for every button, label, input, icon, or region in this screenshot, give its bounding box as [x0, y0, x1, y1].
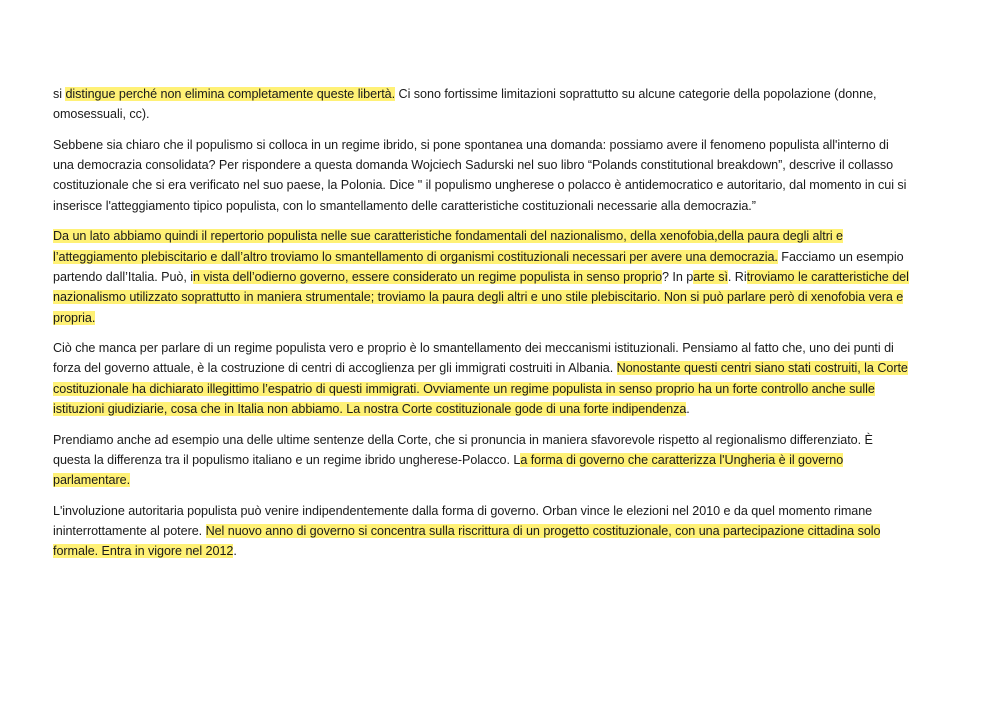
text-segment: si	[53, 87, 66, 101]
text-segment: Sebbene sia chiaro che il populismo si colloca in un regime ibrido, si pone spontanea una domanda: possiamo avere il fenomeno populista all'interno di una democrazia consolidata? Per rispondere a questa domanda Wojciech Sadurski nel suo libro “Polands constitutional breakdown”, descrive il collasso costituzionale che si era verificato nel suo paese, la Polonia. Dice " il populismo ungherese o polacco è antidemocratico e autoritario, dal momento in cui si inserisce l'atteggiamento tipico populista, con lo smantellamento delle caratteristiche costituzionali necessarie alla democrazia.”	[53, 137, 907, 213]
paragraph-3	[53, 226, 913, 327]
text-segment: . Ri	[727, 269, 747, 284]
text-segment: L'involuzione autoritaria populista può venire indipendentemente dalla forma di governo. Orban vince le elezioni nel 2010 e da quel momento rimane ininterrottamente al potere.	[53, 503, 873, 539]
highlighted-text: Nel nuovo anno di governo si concentra sulla riscrittura di un progetto costituzionale, con una partecipazione cittadina solo formale. Entra in vigore nel 2012	[53, 524, 881, 559]
highlighted-text: troviamo le caratteristiche del nazionalismo utilizzato soprattutto in maniera strumentale; troviamo la paura degli altri e uno stile plebiscitario. Non si può parlare però di xenofobia vera e propria.	[53, 269, 909, 325]
highlighted-text: n vista dell’odierno governo, essere considerato un regime populista in senso proprio	[193, 269, 663, 284]
document-page	[53, 84, 913, 572]
highlighted-text: a forma di governo che caratterizza l'Ungheria è il governo parlamentare.	[53, 452, 844, 488]
text-segment: Facciamo un esempio partendo dall’Italia. Può, i	[53, 249, 904, 284]
paragraph-2	[53, 135, 913, 216]
text-segment: Ciò che manca per parlare di un regime populista vero e proprio è lo smantellamento dei meccanismi istituzionali. Pensiamo al fatto che, uno dei punti di forza del governo attuale, è la costruzione di centri di accoglienza per gli immigrati costruiti in Albania.	[53, 341, 894, 376]
text-segment: .	[233, 544, 237, 559]
paragraph-4	[53, 338, 913, 419]
highlighted-text: Da un lato abbiamo quindi il repertorio populista nelle sue caratteristiche fondamentali del nazionalismo, della xenofobia,della paura degli altri e l’atteggiamento plebiscitario e dall’altro troviamo lo smantellamento di organismi costituzionali necessari per avere una democrazia.	[53, 229, 843, 264]
paragraph-6	[53, 501, 913, 562]
text-segment: ? In p	[662, 269, 694, 284]
text-segment: Prendiamo anche ad esempio una delle ultime sentenze della Corte, che si pronuncia in maniera sfavorevole rispetto al regionalismo differenziato. È questa la differenza tra il populismo italiano e un regime ibrido ungherese-Polacco. L	[53, 432, 873, 467]
paragraph-1	[53, 84, 913, 125]
highlighted-text: distingue perché non elimina completamente queste libertà.	[65, 87, 396, 101]
text-segment: Ci sono fortissime limitazioni soprattutto su alcune categorie della popolazione (donne, omosessuali, cc).	[53, 87, 877, 122]
highlighted-text: arte sì	[693, 269, 728, 284]
text-segment: .	[686, 402, 690, 417]
highlighted-text: Nonostante questi centri siano stati costruiti, la Corte costituzionale ha dichiarato illegittimo l’espatrio di questi immigrati. Ovviamente un regime populista in senso proprio ha un forte controllo anche sulle istituzioni giudiziarie, cosa che in Italia non abbiamo. La nostra Corte costituzionale gode di una forte indipendenza	[53, 361, 908, 417]
paragraph-5	[53, 430, 913, 491]
